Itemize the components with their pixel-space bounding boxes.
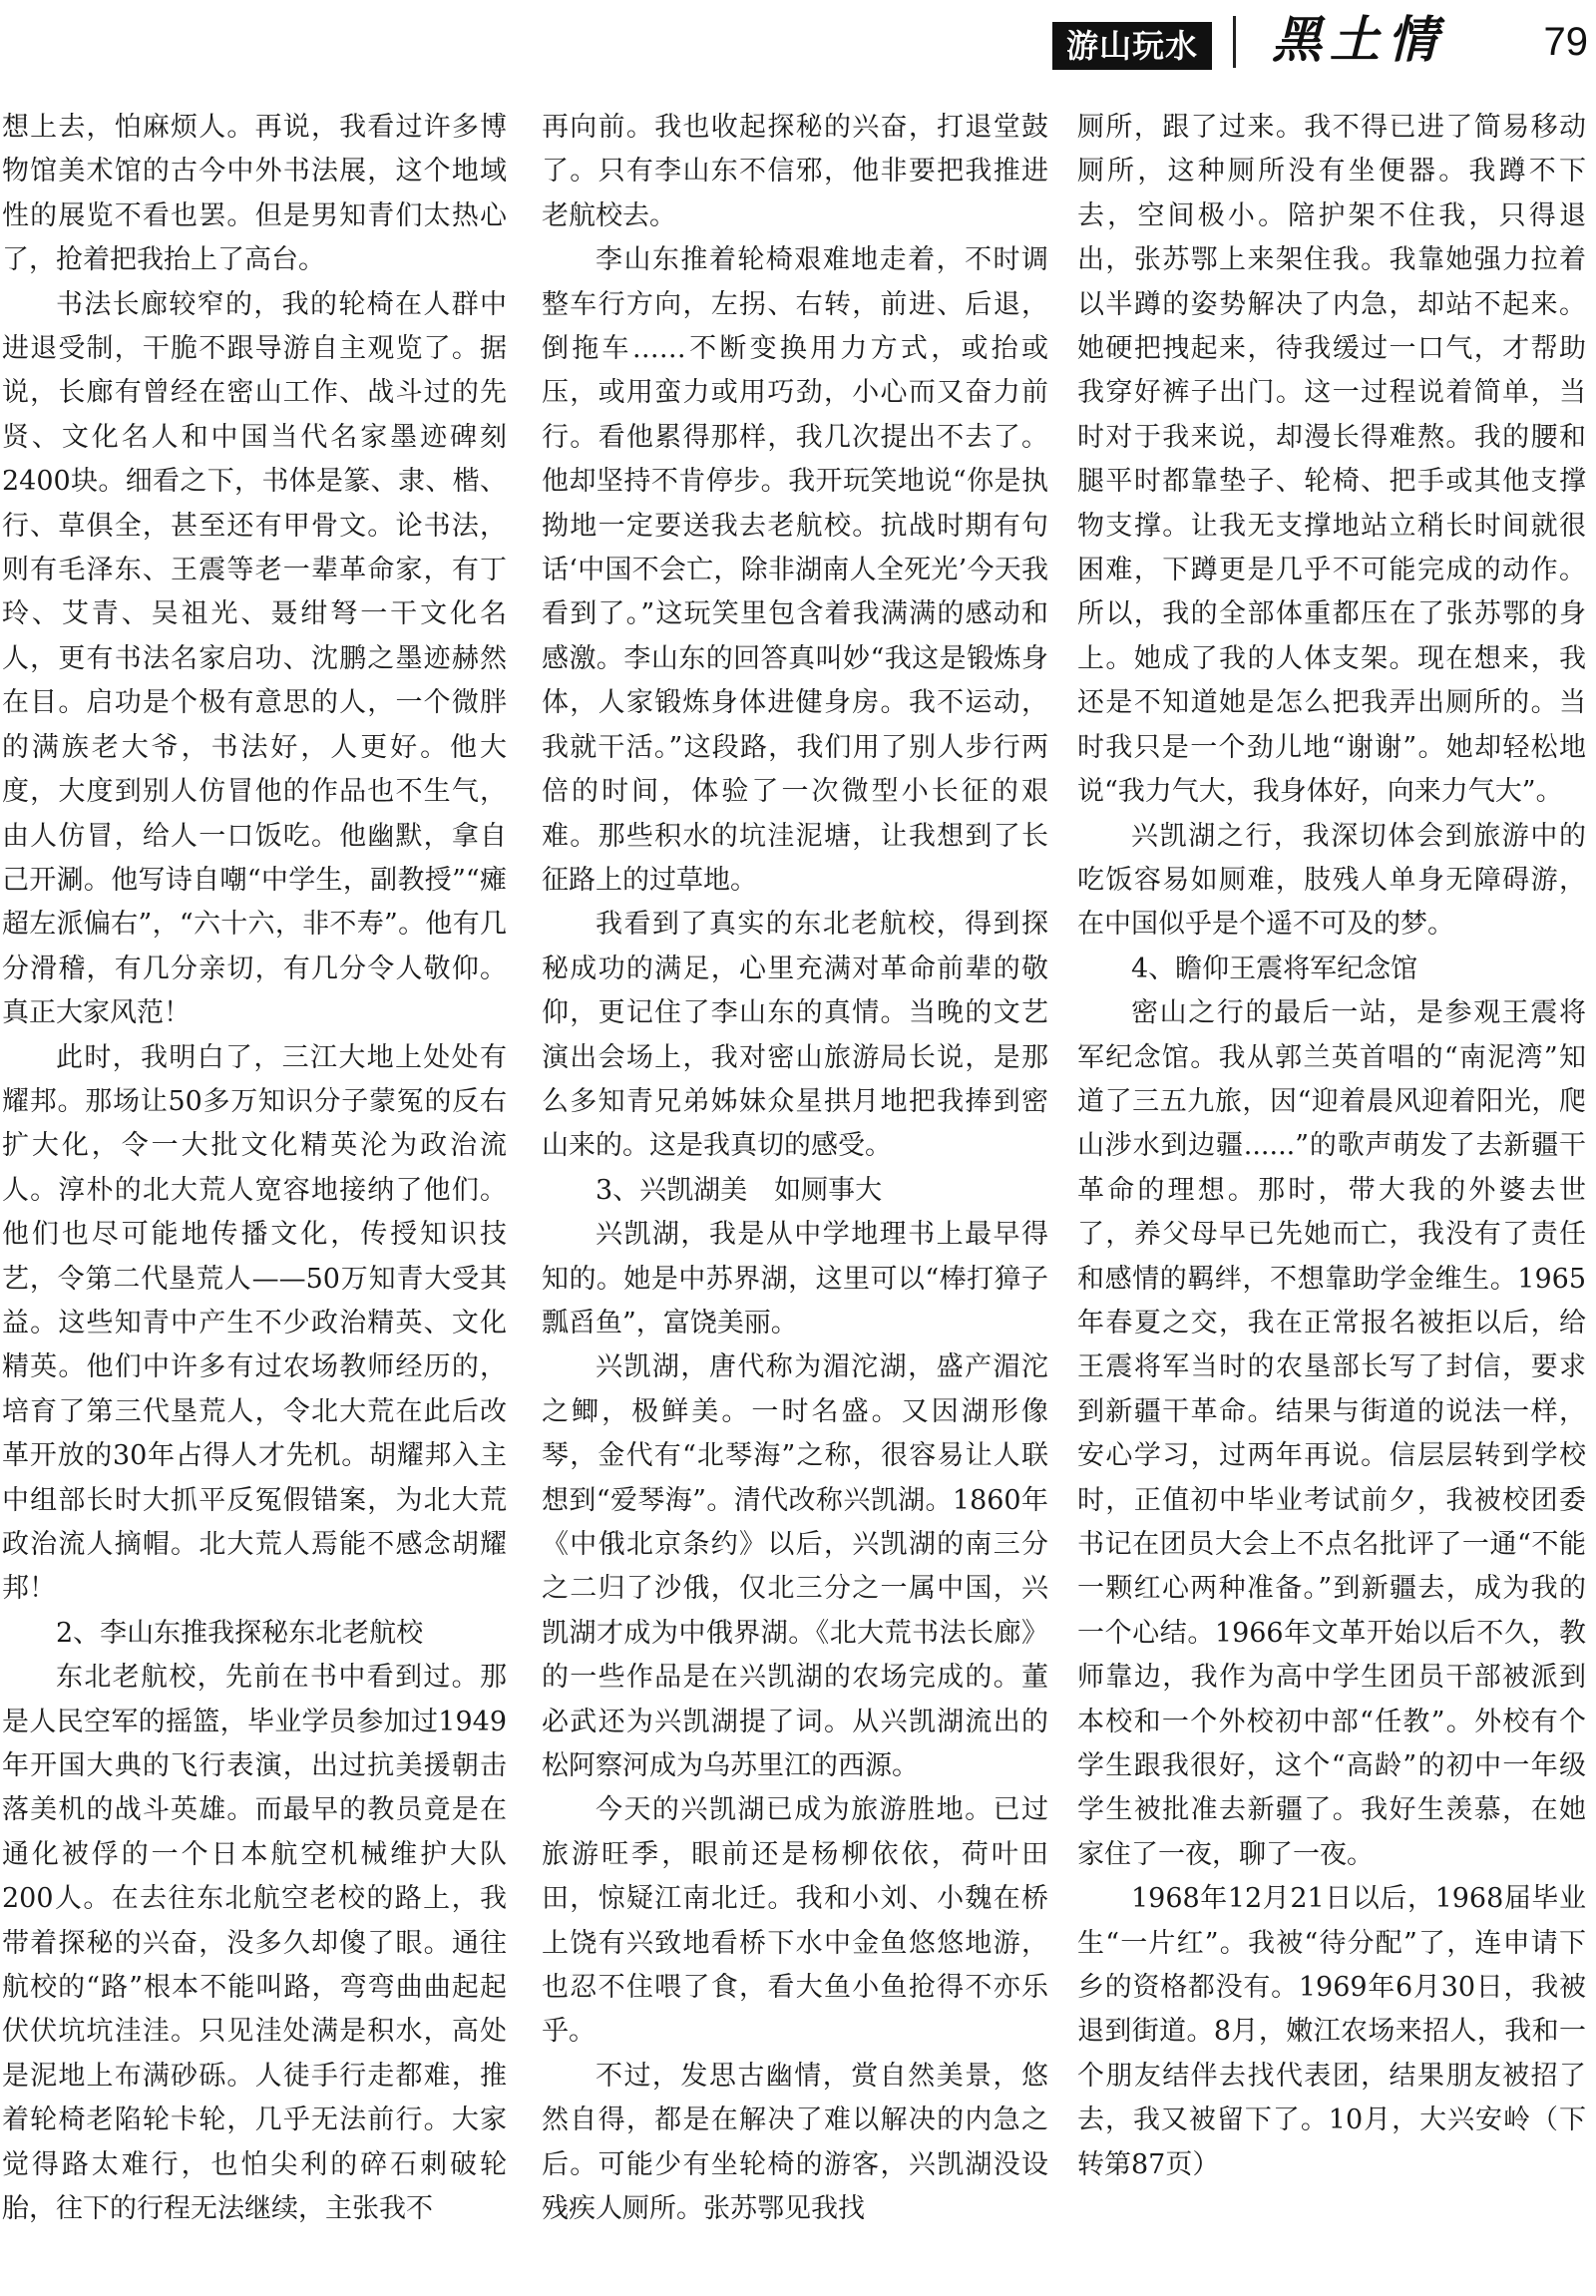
body-paragraph: 不过，发思古幽情，赏自然美景，悠然自得，都是在解决了难以解决的内急之后。可能少有坐轮椅的游客，兴凯湖没设残疾人厕所。张苏鄂见我找: [542, 2060, 1048, 2225]
body-paragraph: 想上去，怕麻烦人。再说，我看过许多博物馆美术馆的古今中外书法展，这个地域性的展览不看也罢。但是男知青们太热心了，抢着把我抬上了高台。: [2, 112, 507, 276]
body-paragraph: 书法长廊较窄的，我的轮椅在人群中进退受制，干脆不跟导游自主观览了。据说，长廊有曾经在密山工作、战斗过的先贤、文化名人和中国当代名家墨迹碑刻2400块。细看之下，书体是篆、隶、楷、行、草俱全，甚至还有甲骨文。论书法，则有毛泽东、王震等老一辈革命家，有丁玲、艾青、吴祖光、聂绀弩一干文化名人，更有书法名家启功、沈鹏之墨迹赫然在目。启功是个极有意思的人，一个微胖的满族老大爷，书法好，人更好。他大度，大度到别人仿冒他的作品也不生气，由人仿冒，给人一口饭吃。他幽默，拿自己开涮。他写诗自嘲“中学生，副教授”“瘫超左派偏右”，“六十六，非不寿”。他有几分滑稽，有几分亲切，有几分令人敬仰。真正大家风范！: [2, 288, 507, 1029]
section-heading: 4、瞻仰王震将军纪念馆: [1131, 953, 1418, 984]
body-paragraph: 今天的兴凯湖已成为旅游胜地。已过旅游旺季，眼前还是杨柳依依，荷叶田田，惊疑江南北迁。我和小刘、小魏在桥上饶有兴致地看桥下水中金鱼悠悠地游，也忍不住喂了食，看大鱼小鱼抢得不亦乐乎。: [542, 1794, 1048, 2048]
header-divider: [1233, 16, 1236, 68]
body-paragraph: 厕所，跟了过来。我不得已进了简易移动厕所，这种厕所没有坐便器。我蹲不下去，空间极小。陪护架不住我，只得退出，张苏鄂上来架住我。我靠她强力拉着以半蹲的姿势解决了内急，却站不起来。她硬把拽起来，待我缓过一口气，才帮助我穿好裤子出门。这一过程说着简单，当时对于我来说，却漫长得难熬。我的腰和腿平时都靠垫子、轮椅、把手或其他支撑物支撑。让我无支撑地站立稍长时间就很困难，下蹲更是几乎不可能完成的动作。所以，我的全部体重都压在了张苏鄂的身上。她成了我的人体支架。现在想来，我还是不知道她是怎么把我弄出厕所的。当时我只是一个劲儿地“谢谢”。她却轻松地说“我力气大，我身体好，向来力气大”。: [1077, 112, 1586, 808]
section-heading: 3、兴凯湖美 如厕事大: [596, 1174, 883, 1206]
section-heading: 2、李山东推我探秘东北老航校: [56, 1617, 424, 1649]
page-header: [1052, 10, 1596, 69]
body-paragraph: 李山东推着轮椅艰难地走着，不时调整车行方向，左拐、右转，前进、后退，倒拖车……不断变换用力方式，或抬或压，或用蛮力或用巧劲，小心而又奋力前行。看他累得那样，我几次提出不去了。他却坚持不肯停步。我开玩笑地说“你是执拗地一定要送我去老航校。抗战时期有句话‘中国不会亡，除非湖南人全死光’今天我看到了。”这玩笑里包含着我满满的感动和感激。李山东的回答真叫妙“我这是锻炼身体，人家锻炼身体进健身房。我不运动，我就干活。”这段路，我们用了别人步行两倍的时间，体验了一次微型小长征的艰难。那些积水的坑洼泥塘，让我想到了长征路上的过草地。: [542, 244, 1048, 896]
body-paragraph: 再向前。我也收起探秘的兴奋，打退堂鼓了。只有李山东不信邪，他非要把我推进老航校去。: [542, 112, 1048, 231]
body-paragraph: 此时，我明白了，三江大地上处处有耀邦。那场让50多万知识分子蒙冤的反右扩大化，令一大批文化精英沦为政治流人。淳朴的北大荒人宽容地接纳了他们。他们也尽可能地传播文化，传授知识技艺，令第二代垦荒人——50万知青大受其益。这些知青中产生不少政治精英、文化精英。他们中许多有过农场教师经历的，培育了第三代垦荒人，令北大荒在此后改革开放的30年占得人才先机。胡耀邦入主中组部长时大抓平反冤假错案，为北大荒政治流人摘帽。北大荒人焉能不感念胡耀邦！: [2, 1041, 507, 1605]
text-column-1: [2, 106, 507, 2296]
section-tag: 游山玩水: [1052, 22, 1212, 70]
body-paragraph: 兴凯湖，我是从中学地理书上最早得知的。她是中苏界湖，这里可以“棒打獐子瓢舀鱼”，富饶美丽。: [542, 1219, 1048, 1339]
text-column-2: [542, 106, 1048, 2296]
page-number: 79: [1543, 20, 1588, 64]
text-column-3: [1077, 106, 1586, 2296]
body-paragraph: 兴凯湖，唐代称为湄沱湖，盛产湄沱之鲫，极鲜美。一时名盛。又因湖形像琴，金代有“北琴海”之称，很容易让人联想到“爱琴海”。清代改称兴凯湖。1860年《中俄北京条约》以后，兴凯湖的南三分之二归了沙俄，仅北三分之一属中国，兴凯湖才成为中俄界湖。《北大荒书法长廊》的一些作品是在兴凯湖的农场完成的。董必武还为兴凯湖提了词。从兴凯湖流出的松阿察河成为乌苏里江的西源。: [542, 1351, 1048, 1782]
body-paragraph: 兴凯湖之行，我深切体会到旅游中的吃饭容易如厕难，肢残人单身无障碍游，在中国似乎是个遥不可及的梦。: [1077, 820, 1586, 941]
body-paragraph: 我看到了真实的东北老航校，得到探秘成功的满足，心里充满对革命前辈的敬仰，更记住了李山东的真情。当晚的文艺演出会场上，我对密山旅游局长说，是那么多知青兄弟姊妹众星拱月地把我捧到密山来的。这是我真切的感受。: [542, 909, 1048, 1162]
body-paragraph: 密山之行的最后一站，是参观王震将军纪念馆。我从郭兰英首唱的“南泥湾”知道了三五九旅，因“迎着晨风迎着阳光，爬山涉水到边疆......”的歌声萌发了去新疆干革命的理想。那时，带大我的外婆去世了，养父母早已先她而亡，我没有了责任和感情的羁绊，不想靠助学金维生。1965年春夏之交，我在正常报名被拒以后，给王震将军当时的农垦部长写了封信，要求到新疆干革命。结果与街道的说法一样，安心学习，过两年再说。信层层转到学校时，正值初中毕业考试前夕，我被校团委书记在团员大会上不点名批评了一通“不能一颗红心两种准备。”到新疆去，成为我的一个心结。1966年文革开始以后不久，教师靠边，我作为高中学生团员干部被派到本校和一个外校初中部“任教”。外校有个学生跟我很好，这个“高龄”的初中一年级学生被批准去新疆了。我好生羡慕，在她家住了一夜，聊了一夜。: [1077, 997, 1586, 1870]
body-paragraph: 1968年12月21日以后，1968届毕业生“一片红”。我被“待分配”了，连申请下乡的资格都没有。1969年6月30日，我被退到街道。8月，嫩江农场来招人，我和一个朋友结伴去找代表团，结果朋友被招了去，我又被留下了。10月，大兴安岭（下转第87页）: [1077, 1883, 1586, 2180]
body-paragraph: 东北老航校，先前在书中看到过。那是人民空军的摇篮，毕业学员参加过1949年开国大典的飞行表演，出过抗美援朝击落美机的战斗英雄。而最早的教员竟是在通化被俘的一个日本航空机械维护大队200人。在去往东北航空老校的路上，我带着探秘的兴奋，没多久却傻了眼。通往航校的“路”根本不能叫路，弯弯曲曲起起伏伏坑坑洼洼。只见洼处满是积水，高处是泥地上布满砂砾。人徒手行走都难，推着轮椅老陷轮卡轮，几乎无法前行。大家觉得路太难行，也怕尖利的碎石刺破轮胎，往下的行程无法继续，主张我不: [2, 1662, 507, 2225]
magazine-title: 黑土情: [1272, 10, 1445, 69]
